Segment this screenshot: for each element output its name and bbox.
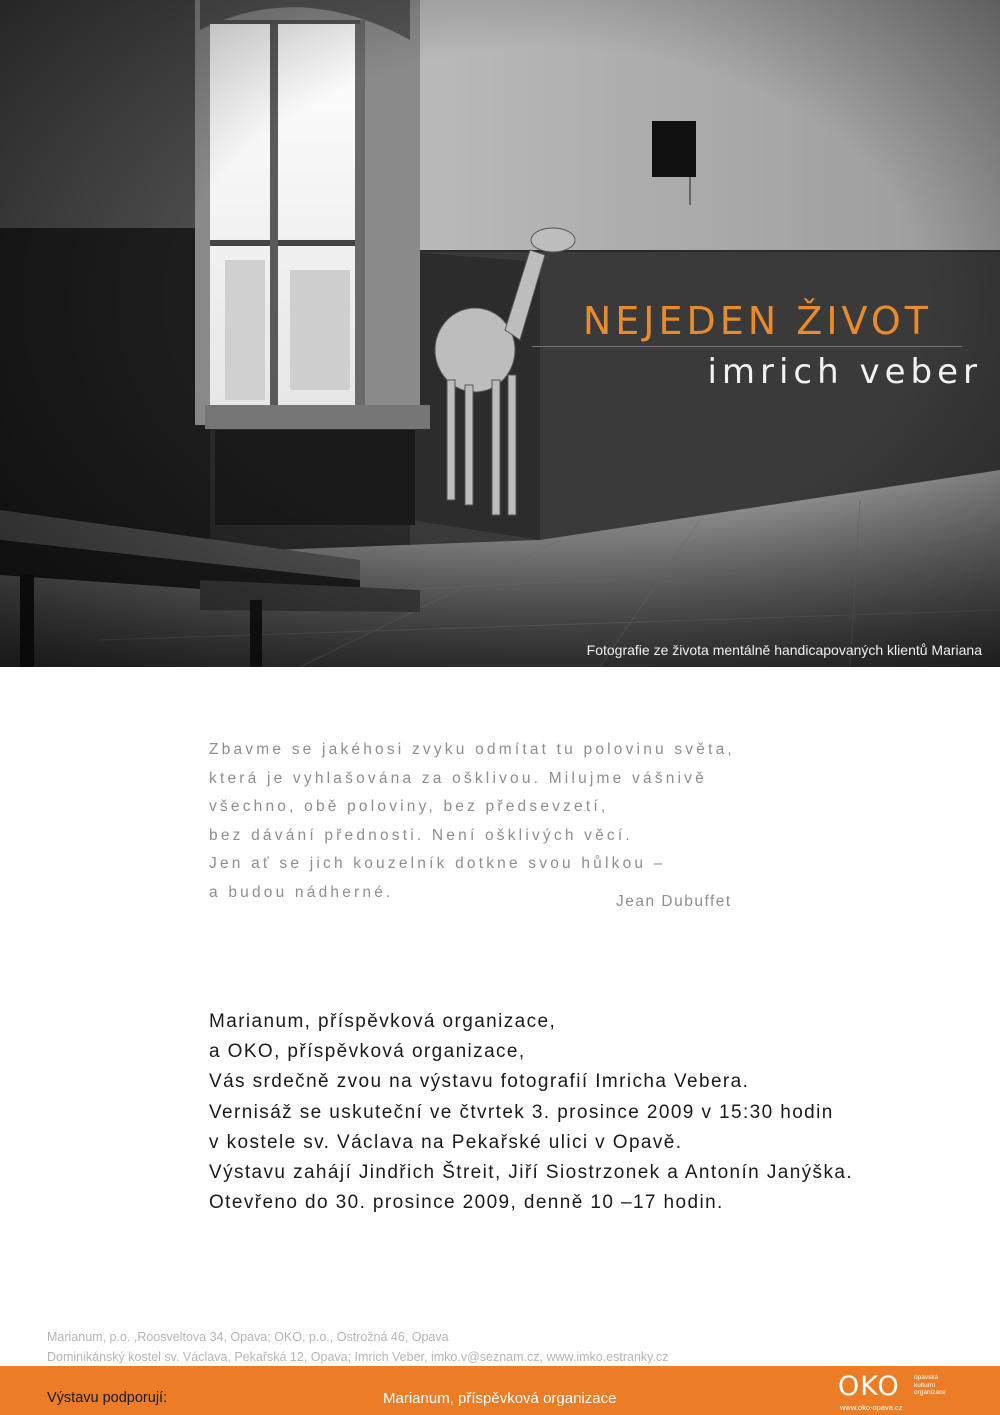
invitation-text: [209, 1007, 853, 1218]
oko-logo: [838, 1372, 958, 1412]
address-line: Marianum, p.o. ,Roosveltova 34, Opava; OKO, p.o., Ostrožná 46, Opava: [47, 1330, 449, 1344]
poster-subtitle: imrich veber: [707, 352, 982, 392]
photo-caption: Fotografie ze života mentálně handicapovaných klientů Mariana: [586, 642, 982, 658]
invitation-line: v kostele sv. Václava na Pekařské ulici v Opavě.: [209, 1131, 683, 1153]
quote-line: a budou nádherné.: [209, 883, 394, 901]
poster-title-block: [583, 296, 982, 346]
oko-logo-mark: OKO: [838, 1371, 900, 1402]
quote-author: Jean Dubuffet: [616, 893, 732, 910]
invitation-line: Marianum, příspěvková organizace,: [209, 1011, 557, 1032]
quote-block: [209, 736, 735, 907]
quote-line: Zbavme se jakéhosi zvyku odmítat tu polovinu světa,: [209, 741, 735, 758]
quote-line: Jen ať se jich kouzelník dotkne svou hůlkou –: [209, 855, 666, 872]
oko-logo-tagline: opavská kulturní organizace: [914, 1374, 946, 1396]
address-line: Dominikánský kostel sv. Václava, Pekařská 12, Opava; Imrich Veber, imko.v@seznam.cz, www.imko.estranky.cz: [47, 1350, 669, 1364]
invitation-line: Vernisáž se uskuteční ve čtvrtek 3. prosince 2009 v 15:30 hodin: [209, 1101, 834, 1123]
sponsor-name: Marianum, příspěvková organizace: [383, 1390, 617, 1407]
quote-line: všechno, obě poloviny, bez předsevzetí,: [209, 798, 609, 815]
oko-logo-url: www.oko-opava.cz: [840, 1403, 903, 1412]
quote-line: bez dávání přednosti. Není ošklivých věcí.: [209, 826, 633, 844]
quote-line: která je vyhlašována za ošklivou. Milujme vášnivě: [209, 769, 707, 787]
footer-address: [47, 1327, 668, 1367]
invitation-line: a OKO, příspěvková organizace,: [209, 1041, 526, 1063]
hero-photo: [0, 0, 1000, 667]
invitation-line: Vás srdečně zvou na výstavu fotografií Imricha Vebera.: [209, 1071, 750, 1093]
poster-title: NEJEDEN ŽIVOT: [582, 299, 932, 343]
invitation-line: Otevřeno do 30. prosince 2009, denně 10 –17 hodin.: [209, 1192, 724, 1214]
support-label: Výstavu podporují:: [47, 1390, 168, 1406]
title-divider: [532, 346, 962, 347]
invitation-line: Výstavu zahájí Jindřich Štreit, Jiří Siostrzonek a Antonín Janýška.: [209, 1162, 854, 1184]
